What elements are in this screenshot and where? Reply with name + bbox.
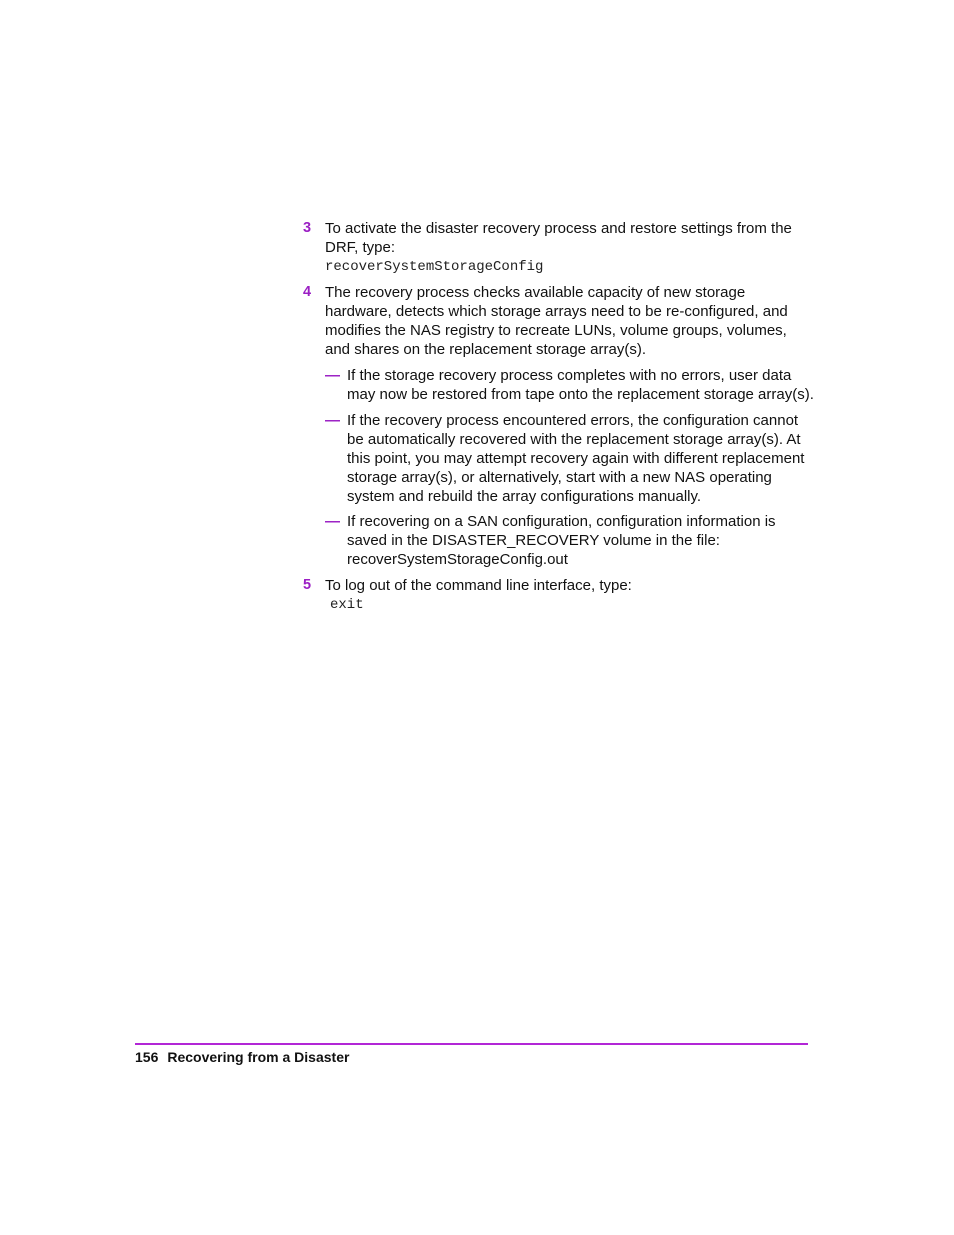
bullet-text: If recovering on a SAN configuration, configuration information is saved in the DISASTER_RECOVERY volume in the file: recoverSystemStorageConfig.out — [347, 513, 776, 568]
step-text — [325, 219, 815, 277]
footer-rule — [135, 1043, 808, 1045]
bullet-text: If the recovery process encountered errors, the configuration cannot be automatically recovered with the replacement storage array(s). At this point, you may attempt recovery again with different replacement storage array(s), or alternatively, start with a new NAS operating system and rebuild the array configurations manually. — [347, 412, 805, 505]
step-instruction: To activate the disaster recovery process and restore settings from the DRF, type: — [325, 220, 792, 256]
code-command: exit — [330, 597, 364, 613]
code-command: recoverSystemStorageConfig — [325, 259, 544, 275]
dash-marker: — — [325, 513, 340, 530]
step-number: 4 — [303, 284, 312, 300]
step-text — [325, 576, 815, 615]
section-title: Recovering from a Disaster — [167, 1049, 350, 1065]
dash-marker: — — [325, 367, 340, 384]
step-instruction: To log out of the command line interface, type: — [325, 577, 632, 594]
bullet-text: If the storage recovery process completes with no errors, user data may now be restored from tape onto the replacement storage array(s). — [347, 367, 814, 403]
page-number: 156 — [135, 1049, 159, 1065]
dash-marker: — — [325, 412, 340, 429]
page-footer — [135, 1049, 349, 1065]
step-number: 3 — [303, 220, 312, 236]
step-number: 5 — [303, 577, 312, 593]
step-text: The recovery process checks available capacity of new storage hardware, detects which storage arrays need to be re-configured, and modifies the NAS registry to recreate LUNs, volume groups, volumes, and shares on the replacement storage array(s). — [325, 284, 788, 358]
